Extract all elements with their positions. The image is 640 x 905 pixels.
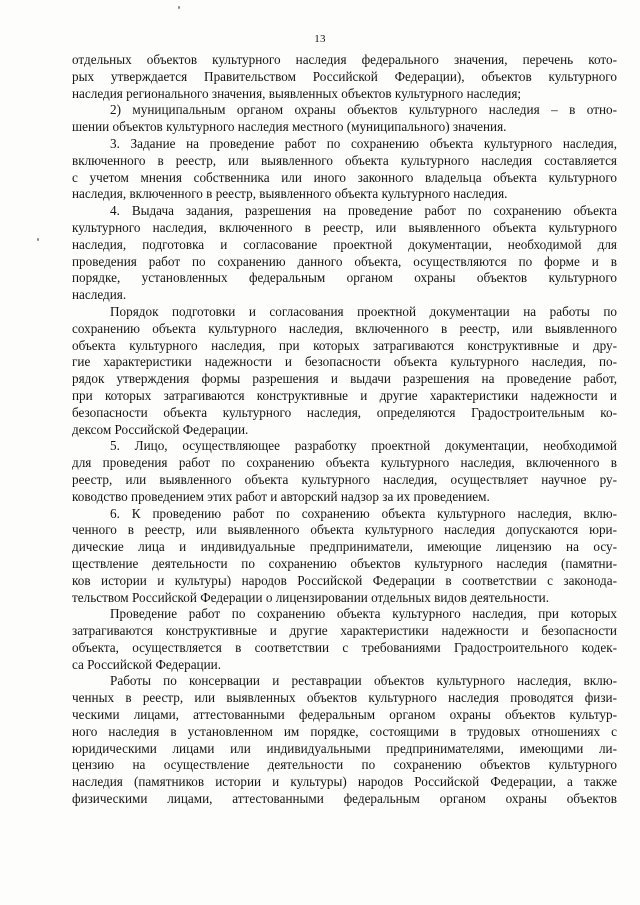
text-line: дексом Российской Федерации. <box>72 421 249 437</box>
paragraph-first-line: 2) муниципальным органом охраны объектов культурного наследия – в отно- <box>110 102 617 118</box>
paragraph-first-line: 6. К проведению работ по сохранению объекта культурного наследия, вклю- <box>110 505 617 521</box>
text-line: ческими лицами, аттестованными федеральным органом охраны объектов культур- <box>72 707 617 723</box>
text-line: ченного в реестр, или выявленного объекта культурного наследия допускаются юри- <box>72 522 617 538</box>
text-line: шении объектов культурного наследия местного (муниципального) значения. <box>72 119 507 135</box>
text-line: наследия, включенного в реестр, выявленного объекта культурного наследия. <box>72 186 508 202</box>
text-line: наследия регионального значения, выявленных объектов культурного наследия; <box>72 85 522 101</box>
paragraph-first-line: Порядок подготовки и согласования проектной документации на работы по <box>110 303 617 319</box>
document-body <box>72 52 617 808</box>
text-line: реестр, или выявленного объекта культурного наследия, осуществляет научное ру- <box>72 471 617 487</box>
paragraph-first-line: Работы по консервации и реставрации объектов культурного наследия, вклю- <box>110 673 617 689</box>
text-line: са Российской Федерации. <box>72 656 222 672</box>
text-line: сохранению объекта культурного наследия, включенного в реестр, или выявленного <box>72 320 617 336</box>
text-line: ков истории и культуры) народов Российской Федерации в соответствии с законода- <box>72 572 617 588</box>
paragraph-first-line: 4. Выдача задания, разрешения на проведение работ по сохранению объекта <box>110 203 617 219</box>
text-line: физическими лицами, аттестованными федеральным органом охраны объектов <box>72 791 617 807</box>
text-line: ществление деятельности по сохранению объектов культурного наследия (памятни- <box>72 555 617 571</box>
text-line: юридическими лицами или индивидуальными предпринимателями, имеющими ли- <box>72 740 617 756</box>
text-line: проведения работ по сохранению данного объекта, осуществляются по форме и в <box>72 253 617 269</box>
text-line: объекта, осуществляется в соответствии с требованиями Градостроительного кодек- <box>72 639 617 655</box>
text-line: тельством Российской Федерации о лицензировании отдельных видов деятельности. <box>72 589 550 605</box>
text-line: безопасности объекта культурного наследия, определяются Градостроительным ко- <box>72 404 617 420</box>
text-line: объекта культурного наследия, при которых затрагиваются конструктивные и дру- <box>72 337 617 353</box>
scan-speck <box>178 6 180 9</box>
text-line: при которых затрагиваются конструктивные и другие характеристики надежности и <box>72 387 617 403</box>
page-number: 13 <box>314 33 326 45</box>
text-line: наследия, подготовка и согласование проектной документации, необходимой для <box>72 236 617 252</box>
text-line: культурного наследия, включенного в реестр, или выявленного объекта культурного <box>72 219 617 235</box>
text-line: порядке, установленных федеральным органом охраны объектов культурного <box>72 270 617 286</box>
text-line: отдельных объектов культурного наследия федерального значения, перечень кото- <box>72 52 617 67</box>
text-line: дические лица и индивидуальные предприниматели, имеющие лицензию на осу- <box>72 539 617 555</box>
paragraph-first-line: Проведение работ по сохранению объекта культурного наследия, при которых <box>110 606 617 622</box>
scan-speck <box>37 238 39 241</box>
text-line: затрагиваются конструктивные и другие характеристики надежности и безопасности <box>72 623 617 639</box>
text-line: цензию на осуществление деятельности по сохранению объектов культурного <box>72 757 617 773</box>
text-line: рых утверждается Правительством Российской Федерации), объектов культурного <box>72 68 617 84</box>
paragraph-first-line: 5. Лицо, осуществляющее разработку проектной документации, необходимой <box>110 438 617 454</box>
text-line: включенного в реестр, или выявленного объекта культурного наследия составляется <box>72 152 617 168</box>
text-line: наследия. <box>72 287 127 303</box>
text-line: для проведения работ по сохранению объекта культурного наследия, включенного в <box>72 455 617 471</box>
text-line: наследия (памятников истории и культуры) народов Российской Федерации, а также <box>72 774 617 790</box>
text-line: с учетом мнения собственника или иного законного владельца объекта культурного <box>72 169 617 185</box>
text-line: рядок утверждения формы разрешения и выдачи разрешения на проведение работ, <box>72 371 617 387</box>
text-line: ководство проведением этих работ и авторский надзор за их проведением. <box>72 488 490 504</box>
text-line: гие характеристики надежности и безопасности объекта культурного наследия, по- <box>72 354 617 370</box>
text-line: ного наследия в установленном им порядке, состоящими в трудовых отношениях с <box>72 723 617 739</box>
paragraph-first-line: 3. Задание на проведение работ по сохранению объекта культурного наследия, <box>110 135 617 151</box>
text-line: ченных в реестр, или выявленных объектов культурного наследия проводятся физи- <box>72 690 617 706</box>
